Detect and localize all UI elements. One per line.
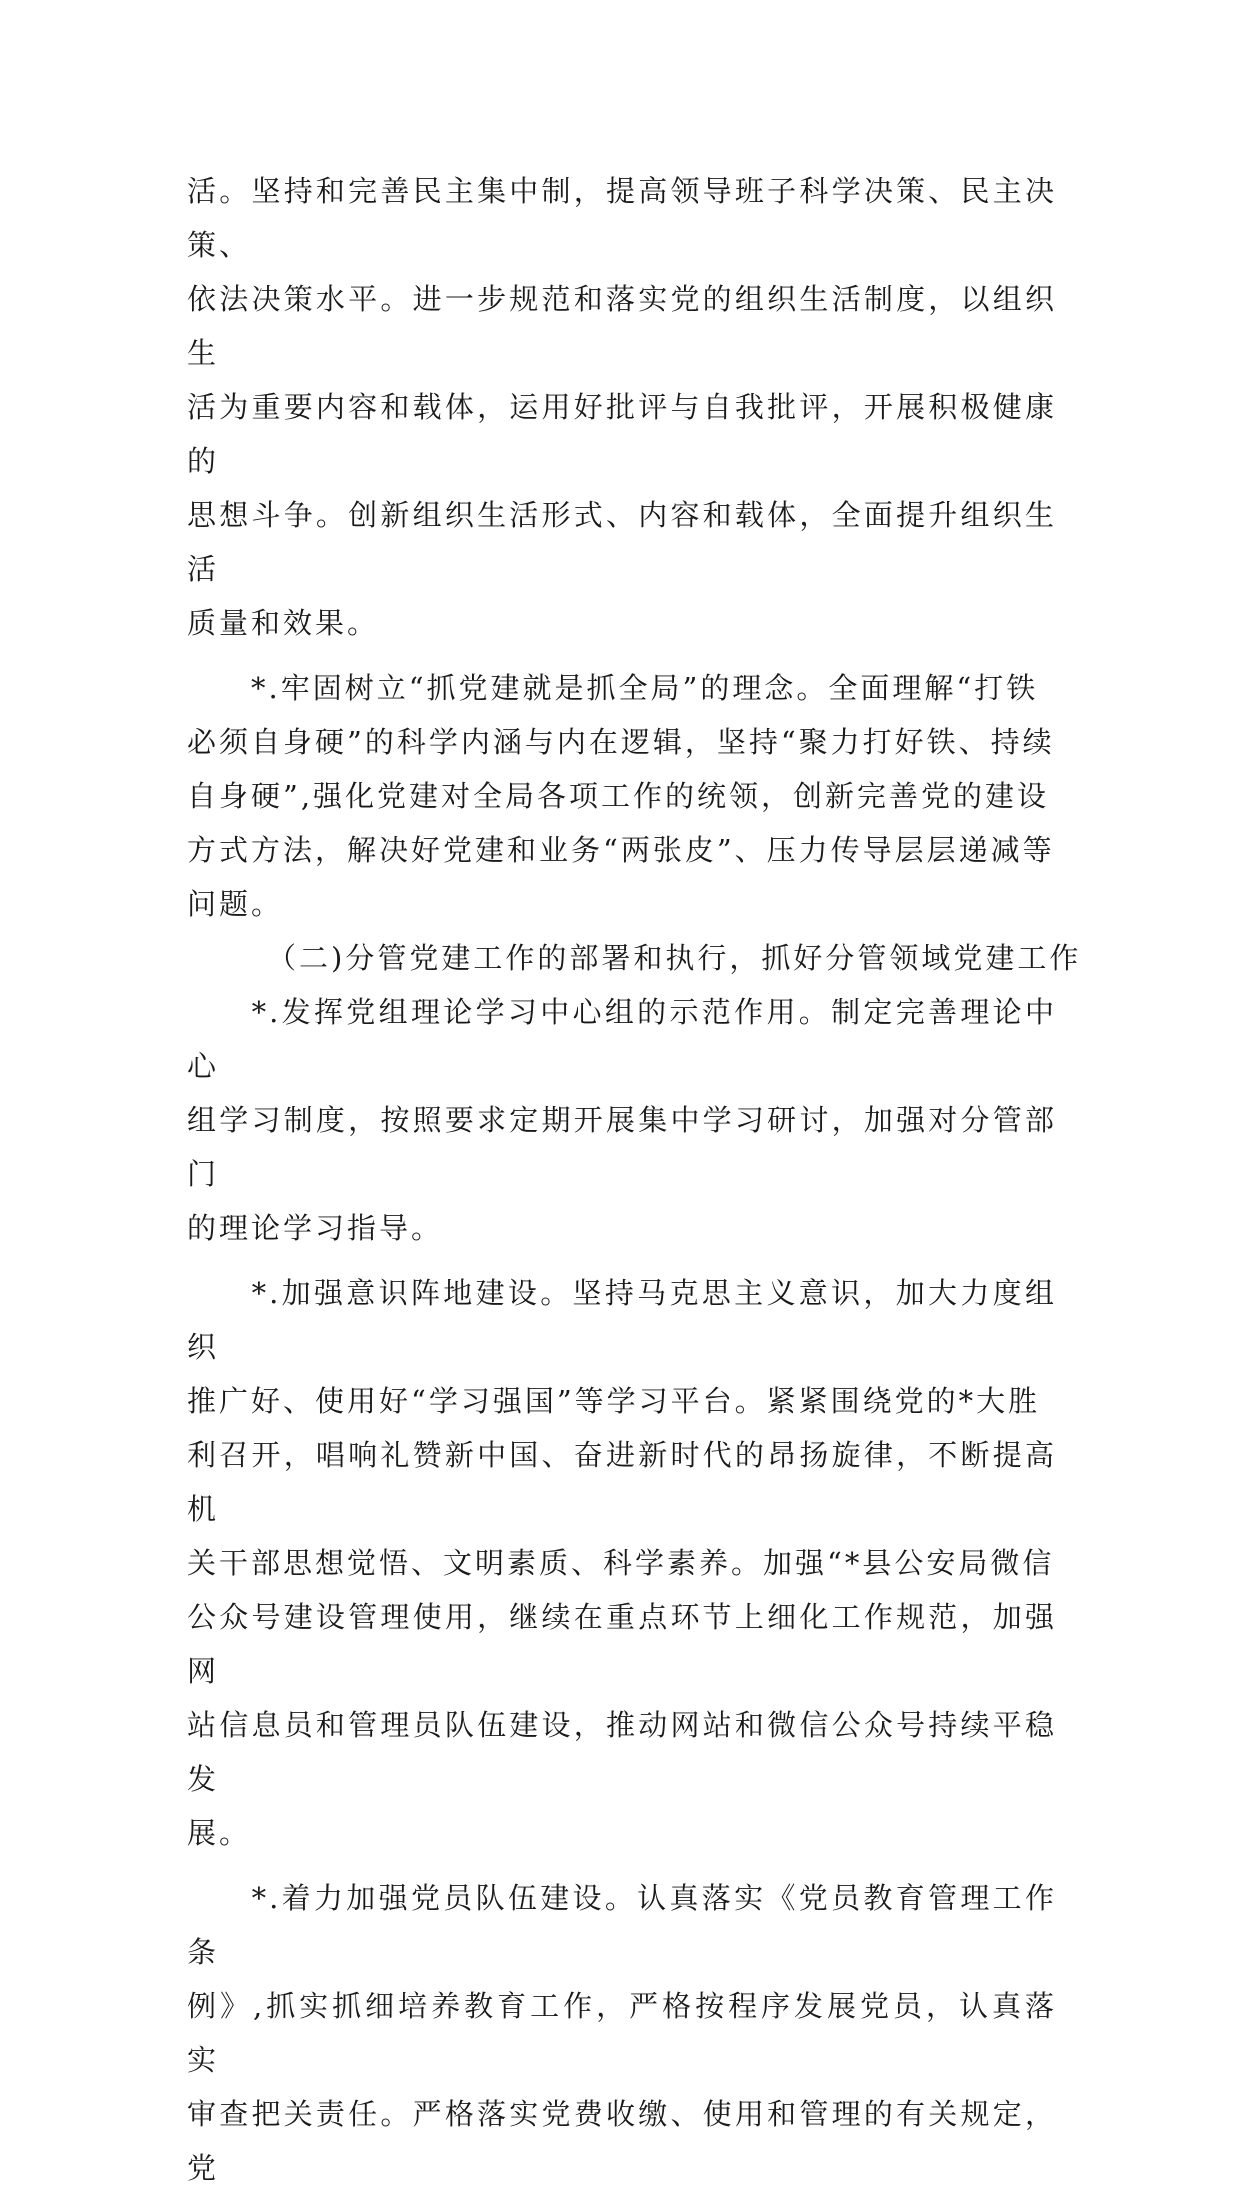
section-heading: （二)分管党建工作的部署和执行，抓好分管领域党建工作 bbox=[267, 941, 1082, 975]
paragraph-5 bbox=[187, 1871, 1057, 2195]
paragraph-4-line-5: 公众号建设管理使用，继续在重点环节上细化工作规范，加强网 bbox=[187, 1600, 1057, 1688]
paragraph-4 bbox=[187, 1266, 1057, 1860]
paragraph-2-line-2: 必须自身硬”的科学内涵与内在逻辑，坚持“聚力打好铁、持续 bbox=[187, 725, 1055, 759]
paragraph-1-line-1: 活。坚持和完善民主集中制，提高领导班子科学决策、民主决策、 bbox=[187, 174, 1057, 262]
paragraph-3 bbox=[187, 985, 1057, 1255]
paragraph-2 bbox=[187, 661, 1057, 931]
paragraph-gap bbox=[187, 1860, 1057, 1871]
paragraph-3-line-3: 的理论学习指导。 bbox=[187, 1211, 444, 1245]
paragraph-4-line-3: 利召开，唱响礼赞新中国、奋进新时代的昂扬旋律，不断提高机 bbox=[187, 1438, 1057, 1526]
paragraph-2-line-3: 自身硬”,强化党建对全局各项工作的统领，创新完善党的建设 bbox=[187, 779, 1050, 813]
paragraph-2-line-1: *.牢固树立“抓党建就是抓全局”的理念。全面理解“打铁 bbox=[187, 671, 1039, 705]
paragraph-4-line-7: 展。 bbox=[187, 1816, 252, 1850]
paragraph-1 bbox=[187, 164, 1057, 650]
paragraph-4-line-1: *.加强意识阵地建设。坚持马克思主义意识，加大力度组织 bbox=[187, 1276, 1057, 1364]
paragraph-3-line-2: 组学习制度，按照要求定期开展集中学习研讨，加强对分管部门 bbox=[187, 1103, 1057, 1191]
paragraph-1-line-4: 思想斗争。创新组织生活形式、内容和载体，全面提升组织生活 bbox=[187, 498, 1057, 586]
paragraph-2-line-4: 方式方法，解决好党建和业务“两张皮”、压力传导层层递减等 bbox=[187, 833, 1055, 867]
paragraph-4-line-2: 推广好、使用好“学习强国”等学习平台。紧紧围绕党的*大胜 bbox=[187, 1384, 1041, 1418]
paragraph-gap bbox=[187, 650, 1057, 661]
paragraph-1-line-3: 活为重要内容和载体，运用好批评与自我批评，开展积极健康的 bbox=[187, 390, 1057, 478]
paragraph-3-line-1: *.发挥党组理论学习中心组的示范作用。制定完善理论中心 bbox=[187, 995, 1057, 1083]
paragraph-1-line-2: 依法决策水平。进一步规范和落实党的组织生活制度，以组织生 bbox=[187, 282, 1057, 370]
paragraph-5-line-2: 例》,抓实抓细培养教育工作，严格按程序发展党员，认真落实 bbox=[187, 1989, 1057, 2077]
paragraph-4-line-6: 站信息员和管理员队伍建设，推动网站和微信公众号持续平稳发 bbox=[187, 1708, 1057, 1796]
paragraph-5-line-3: 审查把关责任。严格落实党费收缴、使用和管理的有关规定，党 bbox=[187, 2097, 1057, 2185]
paragraph-4-line-4: 关干部思想觉悟、文明素质、科学素养。加强“*县公安局微信 bbox=[187, 1546, 1055, 1580]
paragraph-2-line-5: 问题。 bbox=[187, 887, 284, 921]
document-body bbox=[187, 164, 1082, 2195]
paragraph-5-line-1: *.着力加强党员队伍建设。认真落实《党员教育管理工作条 bbox=[187, 1881, 1057, 1969]
paragraph-1-line-5: 质量和效果。 bbox=[187, 606, 380, 640]
paragraph-gap bbox=[187, 1255, 1057, 1266]
